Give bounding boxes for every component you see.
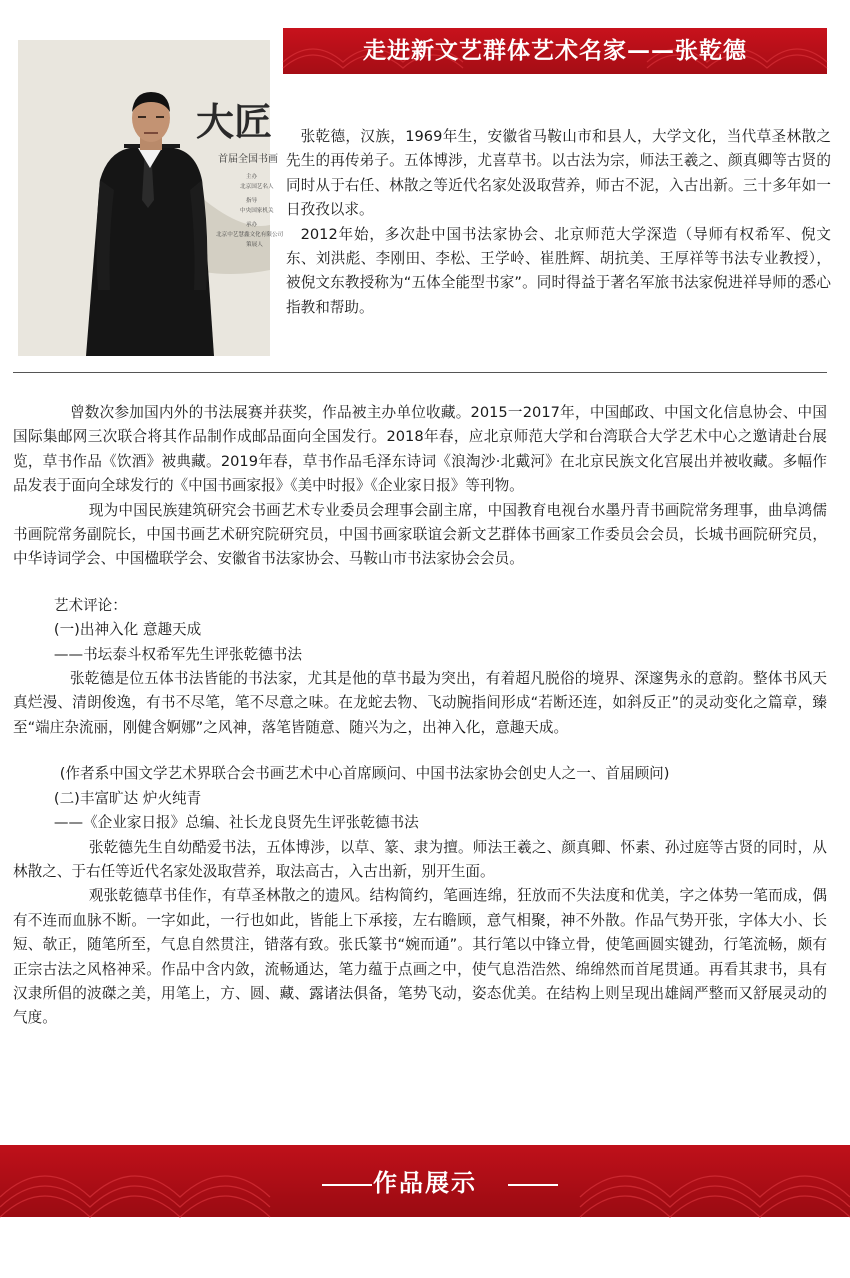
review1-source: ——书坛泰斗权希军先生评张乾德书法 bbox=[53, 645, 302, 663]
backdrop-line: 指导 bbox=[246, 198, 258, 204]
intro-section bbox=[286, 125, 831, 320]
portrait-photo bbox=[18, 40, 284, 356]
portrait-image bbox=[18, 40, 284, 356]
review2-title: (二)丰富旷达 炉火纯青 bbox=[53, 789, 202, 807]
exhibitions-paragraph: 曾数次参加国内外的书法展赛并获奖，作品被主办单位收藏。2015一2017年，中国邮政、中国文化信息协会、中国国际集邮网三次联合将其作品制作成邮品面向全国发行。2018年春，应北京师范大学和台湾联合大学艺术中心之邀请赴台展览，草书作品《饮酒》被典藏。2019年春，草书作品毛泽东诗词《浪淘沙·北戴河》在北京民族文化宫展出并被收藏。多幅作品发表于面向全球发行的《中国书画家报》《美中时报》《企业家日报》等刊物。 bbox=[13, 404, 827, 495]
header-banner bbox=[283, 28, 827, 74]
backdrop-large-text: 大匠 bbox=[196, 99, 273, 144]
backdrop-subtitle: 首届全国书画 bbox=[218, 154, 278, 165]
backdrop-line: 策展人 bbox=[246, 242, 263, 248]
gallery-title: 作品展示 bbox=[373, 1168, 477, 1197]
spacer bbox=[13, 740, 827, 762]
intro-paragraph: 张乾德，汉族，1969年生，安徽省马鞍山市和县人，大学文化，当代草圣林散之先生的再传弟子。五体博涉，尤喜草书。以古法为宗，师法王羲之、颜真卿等古贤的同时从于右任、林散之等近代名家处汲取营养，师古不泥，入古出新。三十多年如一日孜孜以求。 bbox=[286, 128, 831, 219]
body-section bbox=[13, 401, 827, 1031]
review1-text: 张乾德是位五体书法皆能的书法家，尤其是他的草书最为突出，有着超凡脱俗的境界、深邃隽永的意韵。整体书风天真烂漫、清朗俊逸，有书不尽笔，笔不尽意之味。在龙蛇去物、飞动腕指间形成“若断还连，如斜反正”的灵动变化之篇章，臻至“端庄杂流丽，刚健含婀娜”之风神，落笔皆随意、随兴为之，出神入化，意趣天成。 bbox=[13, 670, 827, 736]
review2-text: 张乾德先生自幼酷爱书法，五体博涉，以草、篆、隶为擅。师法王羲之、颜真卿、怀素、孙过庭等古贤的同时，从林散之、于右任等近代名家处汲取营养，取法高古，入古出新，别开生面。 bbox=[13, 838, 827, 880]
intro-paragraph: 2012年始，多次赴中国书法家协会、北京师范大学深造（导师有权希军、倪文东、刘洪彪、李刚田、李松、王学岭、崔胜辉、胡抗美、王厚祥等书法专业教授），被倪文东教授称为“五体全能型书家”。同时得益于著名军旅书法家倪进祥导师的悉心指教和帮助。 bbox=[286, 225, 831, 316]
backdrop-line: 北京国艺名人 bbox=[240, 184, 274, 190]
spacer bbox=[13, 572, 827, 594]
backdrop-line: 主办 bbox=[246, 174, 258, 180]
backdrop-line: 承办 bbox=[246, 222, 258, 228]
page-title: 走进新文艺群体艺术名家——张乾德 bbox=[363, 37, 747, 64]
review2-text: 观张乾德草书佳作，有草圣林散之的遗风。结构简约，笔画连绵，狂放而不失法度和优美，字之体势一笔而成，偶有不连而血脉不断。一字如此，一行也如此，皆能上下承接，左右瞻顾，意气相聚，神不外散。作品气势开张，字体大小、长短、欹正，随笔所至，气息自然贯注，错落有致。张氏篆书“婉而通”。其行笔以中锋立骨，使笔画圆实键劲，行笔流畅，颇有正宗古法之风格神采。作品中含内敛，流畅通达，笔力蕴于点画之中，使气息浩浩然、绵绵然而首尾贯通。再看其隶书，具有汉隶所倡的波磔之美，用笔上，方、圆、藏、露诸法俱备，笔势飞动，姿态优美。在结构上则呈现出雄阔严整而又舒展灵动的气度。 bbox=[13, 887, 827, 1027]
review1-note: (作者系中国文学艺术界联合会书画艺术中心首席顾问、中国书法家协会创史人之一、首届顾问) bbox=[59, 765, 670, 783]
review1-title: (一)出神入化 意趣天成 bbox=[53, 621, 202, 639]
backdrop-line: 北京中艺慧鑫文化有限公司 bbox=[216, 232, 284, 238]
divider bbox=[13, 372, 827, 373]
review2-source: ——《企业家日报》总编、社长龙良贤先生评张乾德书法 bbox=[53, 814, 419, 832]
gallery-banner bbox=[0, 1145, 850, 1217]
backdrop-line: 中央国家机关 bbox=[240, 208, 274, 214]
review-label: 艺术评论： bbox=[53, 596, 127, 614]
positions-paragraph: 现为中国民族建筑研究会书画艺术专业委员会理事会副主席，中国教育电视台水墨丹青书画院常务理事，曲阜鸿儒书画院常务副院长，中国书画艺术研究院研究员，中国书画家联谊会新文艺群体书画家工作委员会会员，长城书画院研究员，中华诗词学会、中国楹联学会、安徽省书法家协会、马鞍山市书法家协会会员。 bbox=[13, 501, 827, 568]
